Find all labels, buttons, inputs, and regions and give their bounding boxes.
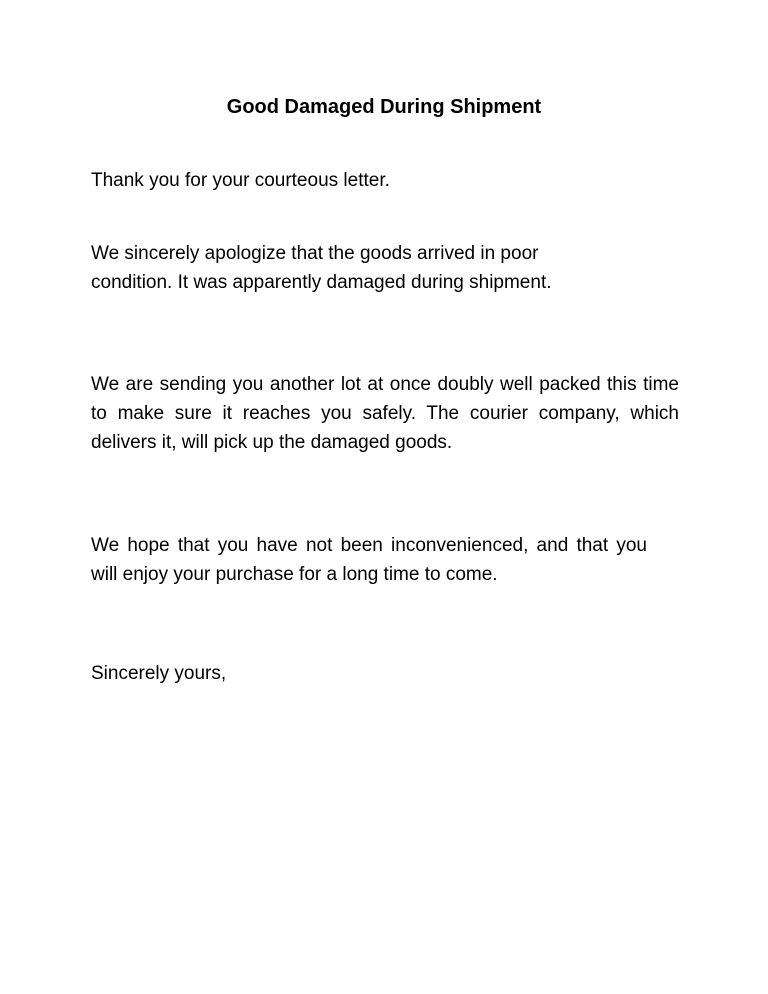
replacement-paragraph: We are sending you another lot at once doubly well packed this time to make sure it reaches you safely. The courier company, which delivers it, will pick up the damaged goods.: [91, 374, 679, 453]
signoff-text: Sincerely yours,: [91, 663, 227, 684]
apology-paragraph: We sincerely apologize that the goods arrived in poor condition. It was apparently damaged during shipment.: [91, 243, 552, 293]
closing-paragraph: We hope that you have not been inconvenienced, and that you will enjoy your purchase for a long time to come.: [91, 535, 647, 585]
letter-title: Good Damaged During Shipment: [226, 96, 542, 118]
greeting-paragraph: Thank you for your courteous letter.: [91, 170, 390, 191]
